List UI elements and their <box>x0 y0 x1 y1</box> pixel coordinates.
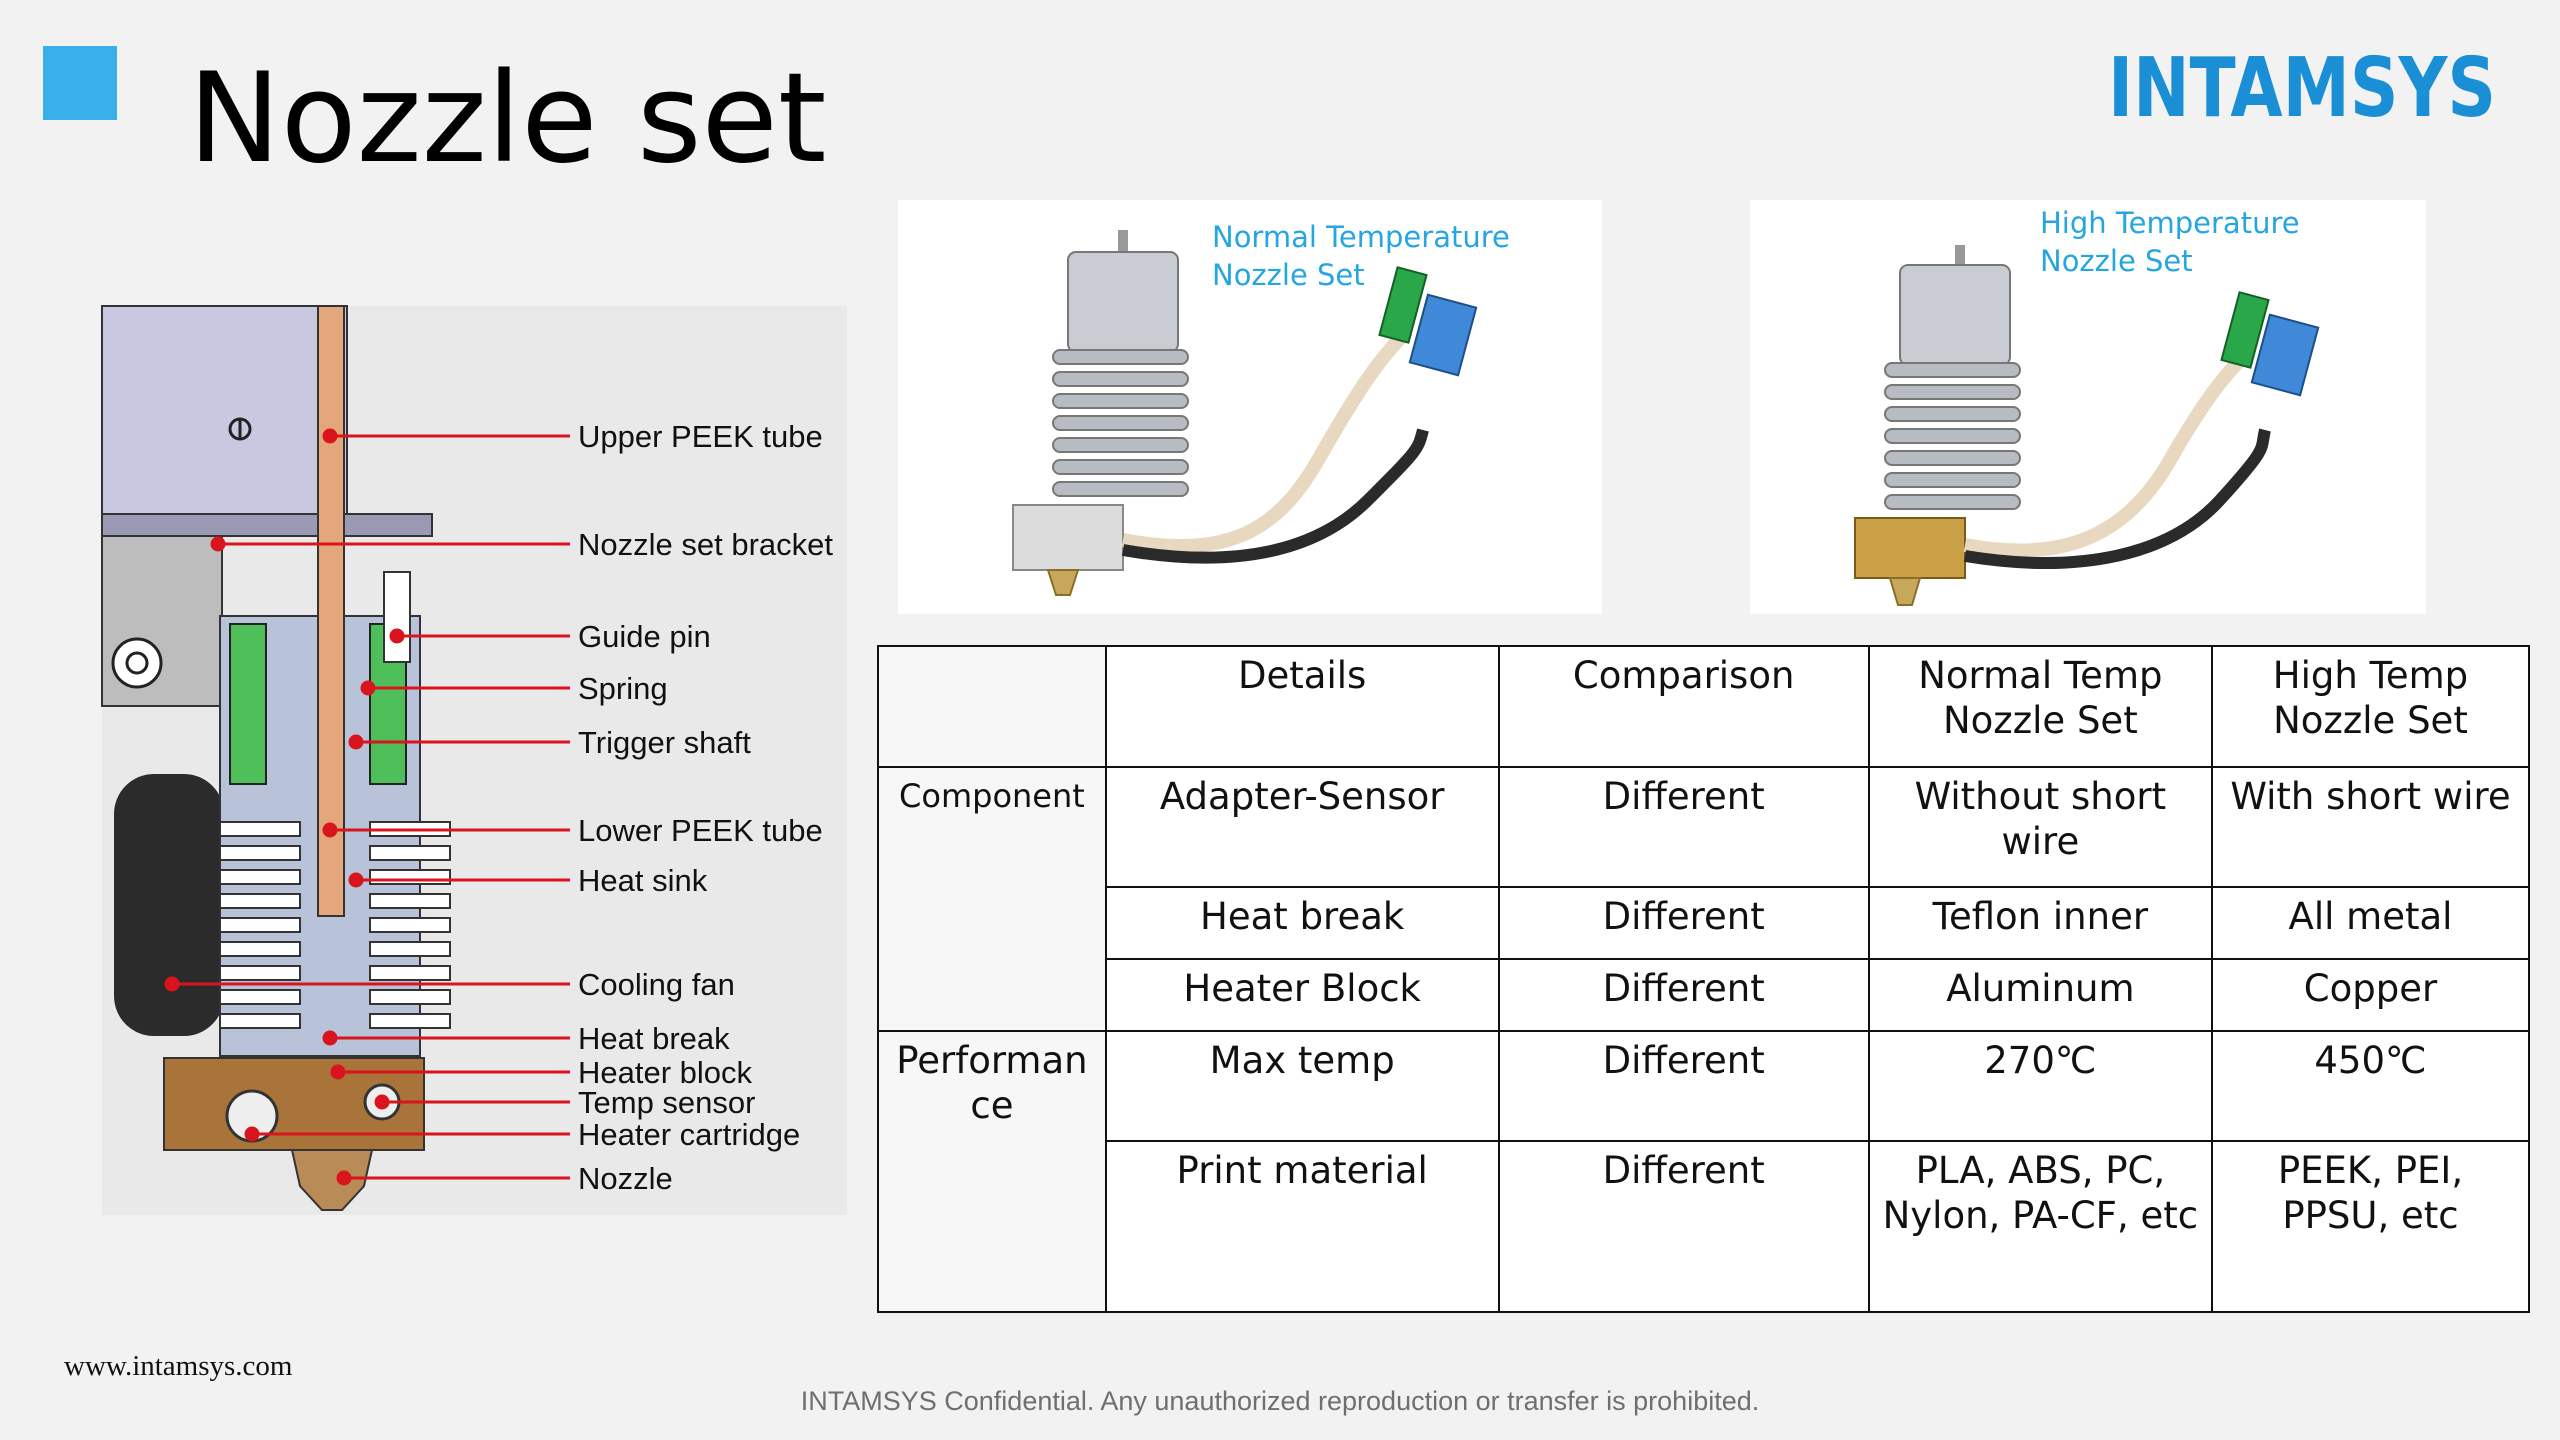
diagram-label: Upper PEEK tube <box>578 419 823 454</box>
table-header-cell <box>878 646 1106 767</box>
table-header-cell: Normal Temp Nozzle Set <box>1869 646 2212 767</box>
page-title: Nozzle set <box>188 47 827 191</box>
table-cell: Different <box>1499 959 1869 1031</box>
table-row <box>878 1141 2529 1312</box>
website-url: www.intamsys.com <box>64 1350 293 1382</box>
table-cell: Heater Block <box>1106 959 1499 1031</box>
table-cell: Aluminum <box>1869 959 2212 1031</box>
table-cell: Max temp <box>1106 1031 1499 1141</box>
table-cell: Heat break <box>1106 887 1499 959</box>
normal-temp-nozzle-photo <box>898 200 1602 614</box>
table-cell: With short wire <box>2212 767 2529 887</box>
diagram-label: Heat break <box>578 1021 730 1056</box>
confidential-footer: INTAMSYS Confidential. Any unauthorized reproduction or transfer is prohibited. <box>800 1386 1760 1416</box>
table-cell: Different <box>1499 887 1869 959</box>
table-cell: Without short wire <box>1869 767 2212 887</box>
table-row <box>878 767 2529 887</box>
table-cell: Teflon inner <box>1869 887 2212 959</box>
table-cell: 450℃ <box>2212 1031 2529 1141</box>
diagram-label: Temp sensor <box>578 1085 756 1120</box>
table-cell: All metal <box>2212 887 2529 959</box>
diagram-label: Guide pin <box>578 619 711 654</box>
table-cell: Copper <box>2212 959 2529 1031</box>
table-row <box>878 959 2529 1031</box>
diagram-label: Nozzle <box>578 1161 673 1196</box>
group-label-component: Component <box>878 767 1106 1031</box>
table-header-row <box>878 646 2529 767</box>
table-cell: Different <box>1499 1141 1869 1312</box>
table-row <box>878 887 2529 959</box>
table-header-cell: High Temp Nozzle Set <box>2212 646 2529 767</box>
table-cell: PEEK, PEI, PPSU, etc <box>2212 1141 2529 1312</box>
table-cell: Different <box>1499 1031 1869 1141</box>
table-cell: 270℃ <box>1869 1031 2212 1141</box>
table-cell: Adapter-Sensor <box>1106 767 1499 887</box>
table-cell: Print material <box>1106 1141 1499 1312</box>
diagram-label: Heater block <box>578 1055 753 1090</box>
diagram-label: Lower PEEK tube <box>578 813 823 848</box>
table-cell: PLA, ABS, PC, Nylon, PA-CF, etc <box>1869 1141 2212 1312</box>
high-photo-caption: High Temperature Nozzle Set <box>2040 206 2300 278</box>
intamsys-logo <box>2108 41 2498 136</box>
diagram-label: Heat sink <box>578 863 708 898</box>
group-label-performance: Performance <box>878 1031 1106 1312</box>
diagram-label: Spring <box>578 671 668 706</box>
diagram-label: Heater cartridge <box>578 1117 801 1152</box>
comparison-table <box>877 645 2530 1313</box>
high-temp-nozzle-photo <box>1750 200 2426 614</box>
diagram-label: Nozzle set bracket <box>578 527 833 562</box>
logo-text: INTAMSYS <box>2108 41 2496 136</box>
title-accent-square <box>43 46 117 120</box>
table-cell: Different <box>1499 767 1869 887</box>
table-header-cell: Comparison <box>1499 646 1869 767</box>
diagram-label: Trigger shaft <box>578 725 751 760</box>
diagram-label: Cooling fan <box>578 967 735 1002</box>
table-header-cell: Details <box>1106 646 1499 767</box>
normal-photo-caption: Normal Temperature Nozzle Set <box>1212 220 1510 292</box>
table-row <box>878 1031 2529 1141</box>
nozzle-cross-section-diagram <box>102 306 847 1215</box>
